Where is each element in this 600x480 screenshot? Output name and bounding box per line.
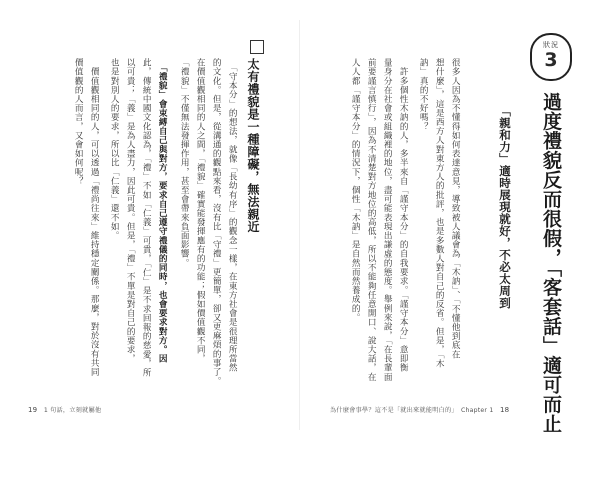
body-line: 許多個性木訥的人，多半來自「謹守本分」的自我要求。「謹守本分」意即衡 — [398, 58, 409, 373]
body-line: 「禮貌」不僅無法發揮作用，甚至會帶來負面影響。 — [179, 58, 190, 268]
body-line: 以可貴；「義」是為人盡力，因此可貴。但是，「禮」不單是對自己的要求， — [125, 58, 136, 364]
body-line: 在價值觀相同的人之間，「禮貌」確實能發揮應有的功能；假如價值觀不同， — [195, 58, 206, 364]
emphasis-line: 「禮貌」會束縛自己與對方，要求自己遵守禮儀的同時，也會要求對方。因 — [157, 58, 168, 364]
body-line: 想什麼」，這是西方人對東方人的批評，也是多數人對自己的反省。但是，「木 — [434, 58, 445, 368]
gutter-divider — [299, 20, 300, 430]
body-line: 量身分在社會或組織裡的地位，盡可能表現出謙虛的態度。舉例來說，「在長輩面 — [382, 58, 393, 382]
body-line: 價值觀相同的人，可以透過「禮尚往來」維持穩定關係。那麼，對於沒有共同 — [89, 58, 100, 377]
footer-text: 1 句話，立刻就屬他 — [43, 407, 102, 414]
body-line: 價值觀的人而言，又會如何呢？ — [73, 58, 84, 186]
running-footer — [28, 405, 101, 414]
running-footer — [330, 405, 509, 414]
badge-number: 3 — [544, 49, 558, 71]
body-line: 很多人因為不懂得如何表達意見，導致被人議會為「木訥」、「不懂他到底在 — [450, 58, 461, 359]
chapter-subtitle: 「親和力」適時展現就好，不必太周到 — [498, 105, 512, 309]
body-line: 訥」真的不好嗎？ — [418, 58, 429, 131]
body-line: 此，傳統中國文化認為，「禮」不如「仁義」可貴，「仁」是不求回報的慈愛，所 — [141, 58, 152, 377]
chapter-title: 過度禮貌反而很假，「客套話」適可而止 — [540, 92, 562, 434]
body-line: 人人都「謹守本分」的情況下，個性「木訥」是自然而然養成的。 — [350, 58, 361, 322]
page-number: 18 — [500, 406, 510, 414]
section-heading: 太有禮貌是一種障礙，無法親近 — [246, 58, 260, 233]
page-number: 19 — [28, 406, 38, 414]
body-line: 的文化。但是，從溝通的觀點來看，沒有比「守禮」更簡單，卻又更麻煩的事了。 — [211, 58, 222, 386]
footer-text: 為什麼會事學？這不是「就出來就能明白的」 Chapter 1 — [330, 407, 494, 414]
body-line: 前要謹言慎行」，因為不清楚對方地位的高低，所以不能夠任意開口、說大話，在 — [366, 58, 377, 382]
body-line: 也是對別人的要求，所以比「仁義」還不如。 — [109, 58, 120, 240]
heading-square-icon — [250, 40, 264, 54]
badge-label: 狀況 — [543, 41, 559, 49]
situation-badge — [530, 33, 572, 81]
body-line: 「守本分」的想法，就像「長幼有序」的觀念一樣，在東方社會是很理所當然 — [227, 58, 238, 373]
